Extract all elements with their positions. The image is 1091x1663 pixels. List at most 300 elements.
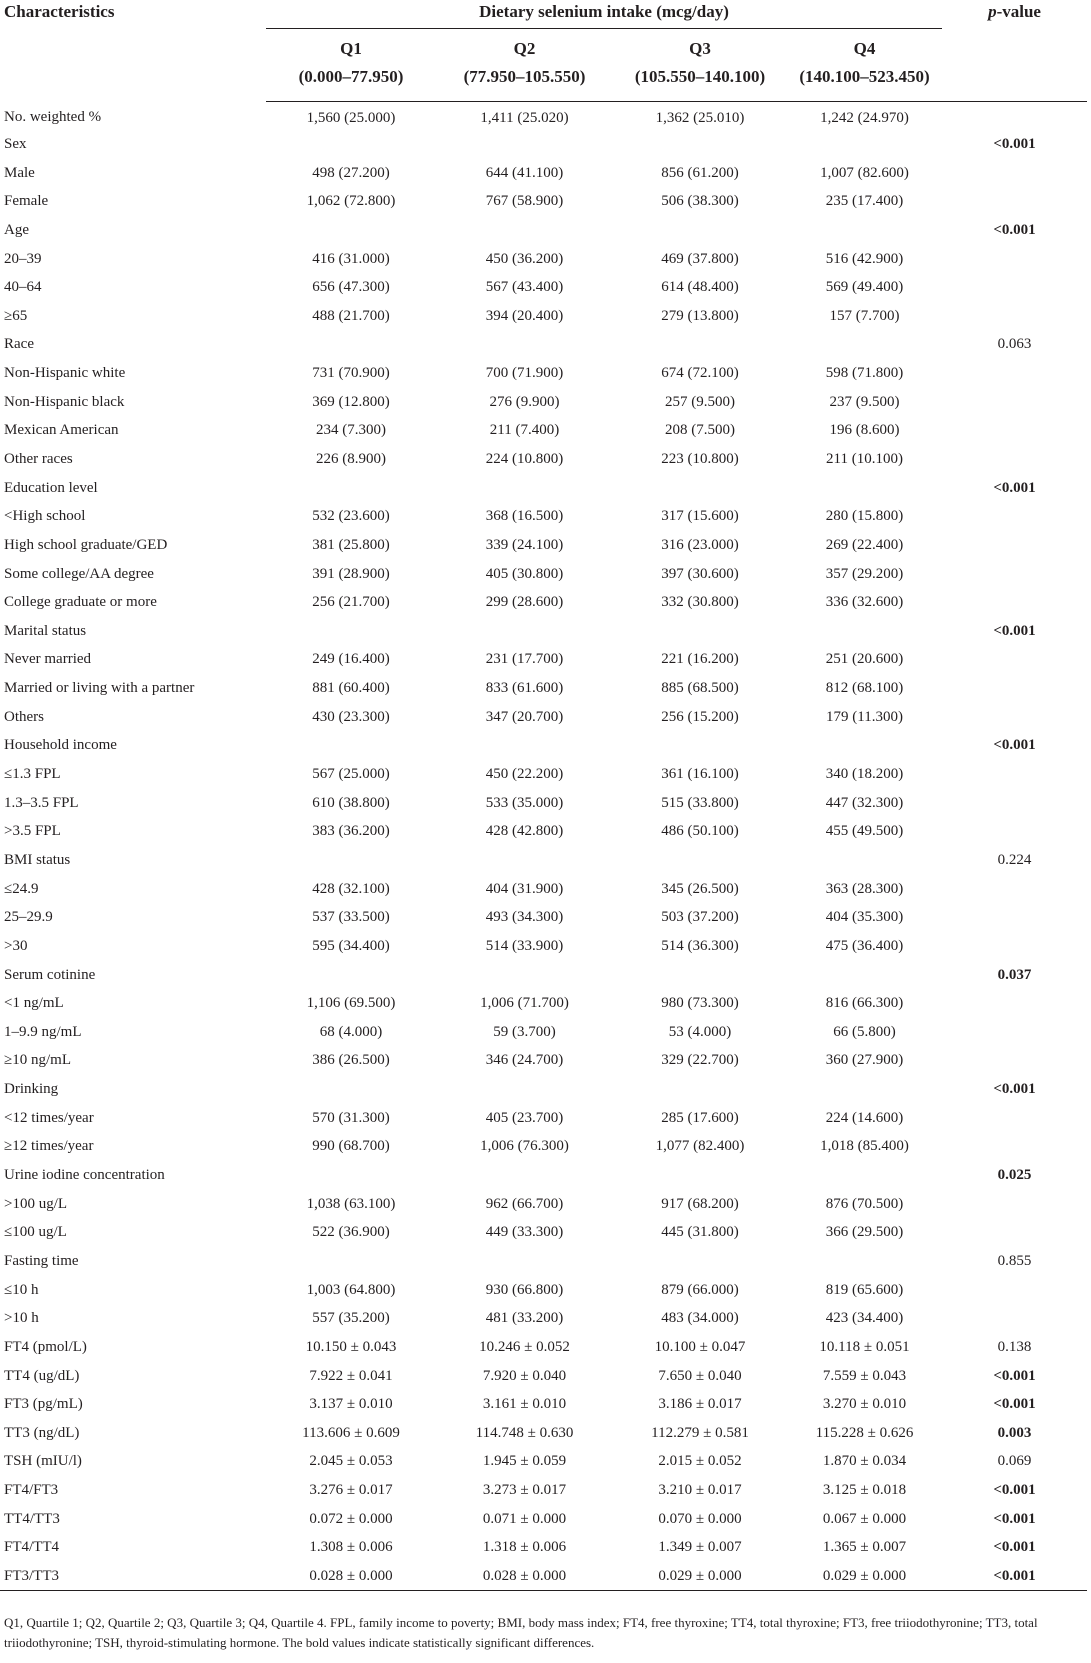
- table-row: [0, 1390, 1087, 1419]
- cell-q4: [787, 474, 942, 503]
- cell-q4: 423 (34.400): [825, 1310, 904, 1327]
- cell-q1: [266, 1161, 436, 1190]
- table-row: [0, 846, 1087, 875]
- cell-p-value: [942, 273, 1087, 302]
- table-row: [0, 789, 1087, 818]
- row-label: FT4/FT3: [4, 1482, 59, 1499]
- cell-p-value: [942, 1276, 1087, 1305]
- row-label: TT4 (ug/dL): [4, 1367, 80, 1384]
- cell-p-value: [942, 187, 1087, 216]
- cell-q4: 10.118 ± 0.051: [819, 1338, 910, 1355]
- table-row: [0, 445, 1087, 474]
- cell-q2: 7.920 ± 0.040: [482, 1367, 567, 1384]
- cell-q4: 1,018 (85.400): [820, 1138, 909, 1155]
- row-label: <High school: [4, 508, 86, 525]
- cell-q4: 569 (49.400): [825, 279, 904, 296]
- cell-p-value: <0.001: [993, 1081, 1036, 1098]
- cell-q3: 397 (30.600): [661, 565, 739, 582]
- cell-q1: 0.072 ± 0.000: [309, 1510, 393, 1527]
- cell-q4: 211 (10.100): [826, 451, 903, 467]
- cell-p-value: [942, 159, 1087, 188]
- cell-q1: 532 (23.600): [312, 508, 390, 525]
- cell-q3: 285 (17.600): [661, 1109, 739, 1126]
- cell-p-value: 0.025: [997, 1167, 1032, 1184]
- cell-q1: [266, 474, 436, 503]
- cell-q4: 196 (8.600): [829, 422, 900, 439]
- cell-q3: 515 (33.800): [661, 794, 739, 811]
- cell-q2: 299 (28.600): [485, 594, 564, 611]
- table-row: [0, 732, 1087, 761]
- cell-p-value: [942, 417, 1087, 446]
- table-row: [0, 1276, 1087, 1305]
- table-row: [0, 875, 1087, 904]
- cell-q4: [787, 130, 942, 159]
- table-row: [0, 760, 1087, 789]
- cell-p-value: <0.001: [993, 1539, 1036, 1556]
- cell-q3: 445 (31.800): [661, 1224, 739, 1241]
- header-q4: Q4 (140.100–523.450): [787, 29, 942, 102]
- header-q2: Q2 (77.950–105.550): [436, 29, 613, 102]
- cell-q3: 503 (37.200): [661, 909, 739, 926]
- cell-q1: 7.922 ± 0.041: [309, 1367, 393, 1384]
- row-label: ≤100 ug/L: [4, 1224, 67, 1241]
- table-row: [0, 502, 1087, 531]
- cell-p-value: <0.001: [993, 1367, 1036, 1384]
- cell-q1: 1,062 (72.800): [306, 193, 396, 210]
- cell-q1: 498 (27.200): [312, 164, 390, 181]
- cell-p-value: [942, 1218, 1087, 1247]
- cell-q2: 0.071 ± 0.000: [482, 1510, 567, 1527]
- row-label: 40–64: [4, 279, 42, 296]
- row-label: FT4 (pmol/L): [4, 1338, 87, 1355]
- cell-q1: 488 (21.700): [312, 307, 390, 324]
- cell-q2: 211 (7.400): [489, 422, 560, 439]
- cell-q2: 3.161 ± 0.010: [482, 1396, 567, 1413]
- cell-q1: 990 (68.700): [312, 1138, 390, 1155]
- cell-q3: 856 (61.200): [661, 164, 739, 181]
- cell-q4: 7.559 ± 0.043: [822, 1367, 907, 1384]
- row-label: FT3/TT3: [0, 1562, 266, 1591]
- row-label: FT3 (pg/mL): [4, 1396, 83, 1413]
- cell-q4: 336 (32.600): [825, 594, 904, 611]
- cell-p-value: <0.001: [942, 1562, 1087, 1591]
- cell-q1: 226 (8.900): [316, 451, 386, 467]
- cell-q4: 598 (71.800): [825, 365, 904, 382]
- cell-q3: [613, 1161, 787, 1190]
- cell-p-value: [942, 102, 1087, 131]
- table-row: [0, 1161, 1087, 1190]
- cell-q3: 7.650 ± 0.040: [658, 1367, 742, 1384]
- cell-p-value: [942, 502, 1087, 531]
- table-row: [0, 1190, 1087, 1219]
- table-row: [0, 961, 1087, 990]
- cell-q2: 962 (66.700): [485, 1195, 564, 1212]
- row-label: No. weighted %: [4, 109, 102, 126]
- cell-p-value: [942, 646, 1087, 675]
- row-label: Serum cotinine: [4, 966, 96, 983]
- cell-q3: 0.029 ± 0.000: [613, 1562, 787, 1591]
- cell-q1: 428 (32.100): [312, 880, 390, 897]
- cell-q3: 112.279 ± 0.581: [651, 1424, 749, 1441]
- row-label: ≥65: [4, 307, 28, 324]
- cell-q2: 394 (20.400): [485, 307, 564, 324]
- row-label: College graduate or more: [4, 594, 157, 611]
- cell-q4: 876 (70.500): [825, 1195, 904, 1212]
- cell-p-value: <0.001: [993, 1396, 1036, 1413]
- cell-q1: 249 (16.400): [312, 651, 390, 668]
- cell-q2: 114.748 ± 0.630: [475, 1424, 574, 1441]
- cell-q3: 980 (73.300): [661, 995, 739, 1012]
- cell-q1: 3.137 ± 0.010: [309, 1396, 393, 1413]
- cell-q1: 656 (47.300): [312, 279, 390, 296]
- table-row: [0, 102, 1087, 131]
- cell-q3: 0.070 ± 0.000: [658, 1510, 742, 1527]
- cell-q3: 674 (72.100): [661, 365, 739, 382]
- cell-q2: 449 (33.300): [485, 1224, 564, 1241]
- table-row: [0, 273, 1087, 302]
- table-row: [0, 588, 1087, 617]
- cell-q2: 1,006 (71.700): [480, 995, 569, 1012]
- cell-q4: [787, 216, 942, 245]
- cell-p-value: 0.003: [997, 1424, 1032, 1441]
- cell-q3: 256 (15.200): [661, 708, 739, 725]
- cell-p-value: [942, 875, 1087, 904]
- cell-q4: 1,242 (24.970): [820, 109, 909, 126]
- cell-p-value: [942, 531, 1087, 560]
- cell-q1: 610 (38.800): [312, 794, 390, 811]
- cell-p-value: <0.001: [993, 737, 1036, 754]
- cell-q3: 317 (15.600): [661, 508, 739, 525]
- table-row: [0, 1476, 1087, 1505]
- cell-q3: 3.186 ± 0.017: [658, 1396, 742, 1413]
- cell-q4: 269 (22.400): [825, 536, 904, 553]
- cell-q2: 405 (23.700): [485, 1109, 564, 1126]
- row-label: Non-Hispanic white: [4, 365, 126, 382]
- cell-p-value: [942, 388, 1087, 417]
- cell-q1: 256 (21.700): [312, 594, 390, 611]
- cell-q1: 416 (31.000): [312, 250, 390, 267]
- cell-q2: 533 (35.000): [485, 794, 564, 811]
- cell-q3: 1,077 (82.400): [655, 1138, 745, 1155]
- cell-q1: 595 (34.400): [312, 937, 390, 954]
- table-row: [0, 703, 1087, 732]
- header-q1: Q1 (0.000–77.950): [266, 29, 436, 102]
- row-label: Age: [4, 221, 29, 238]
- cell-q3: 221 (16.200): [661, 651, 739, 668]
- cell-q4: 516 (42.900): [825, 250, 904, 267]
- cell-q4: 1.870 ± 0.034: [822, 1453, 907, 1470]
- row-label: ≤24.9: [4, 880, 39, 897]
- row-label: TSH (mIU/l): [4, 1453, 82, 1470]
- header-p-value: [942, 0, 1087, 29]
- cell-p-value: <0.001: [993, 479, 1036, 496]
- cell-q2: 347 (20.700): [485, 708, 564, 725]
- table-row: [0, 187, 1087, 216]
- row-label: Some college/AA degree: [4, 565, 154, 582]
- cell-q4: [787, 1161, 942, 1190]
- cell-q1: 391 (28.900): [312, 565, 390, 582]
- cell-q4: 475 (36.400): [825, 937, 904, 954]
- cell-q1: 381 (25.800): [312, 536, 390, 553]
- row-label: 1.3–3.5 FPL: [4, 794, 79, 811]
- cell-q2: 1.318 ± 0.006: [482, 1539, 567, 1556]
- row-label: ≤1.3 FPL: [4, 766, 61, 783]
- cell-q4: 0.067 ± 0.000: [822, 1510, 907, 1527]
- table-row: [0, 1562, 1087, 1591]
- cell-q1: 881 (60.400): [312, 680, 390, 697]
- cell-q1: 1,038 (63.100): [306, 1195, 396, 1212]
- group-title-text: Dietary selenium intake (mcg/day): [266, 2, 942, 29]
- cell-q4: 1.365 ± 0.007: [822, 1539, 907, 1556]
- row-label: Other races: [4, 451, 73, 467]
- row-label: Household income: [4, 737, 117, 754]
- cell-q1: [266, 846, 436, 875]
- cell-q3: 469 (37.800): [661, 250, 739, 267]
- cell-q3: 506 (38.300): [661, 193, 739, 210]
- cell-q3: 53 (4.000): [668, 1023, 732, 1040]
- cell-q3: 885 (68.500): [661, 680, 739, 697]
- cell-q4: [787, 1075, 942, 1104]
- cell-q3: [613, 474, 787, 503]
- cell-q4: 66 (5.800): [833, 1023, 896, 1040]
- table-row: [0, 1104, 1087, 1133]
- cell-p-value: [942, 1104, 1087, 1133]
- cell-p-value: [942, 703, 1087, 732]
- cell-q1: 386 (26.500): [312, 1052, 390, 1069]
- row-label: Fasting time: [4, 1252, 79, 1269]
- table-row: [0, 159, 1087, 188]
- cell-p-value: 0.224: [997, 851, 1032, 868]
- cell-q1: [266, 617, 436, 646]
- header-q3: Q3 (105.550–140.100): [613, 29, 787, 102]
- cell-q2: 428 (42.800): [485, 823, 564, 840]
- cell-q3: 257 (9.500): [665, 393, 735, 410]
- cell-q4: 235 (17.400): [825, 193, 904, 210]
- table-row: [0, 1534, 1087, 1563]
- table-row: [0, 331, 1087, 360]
- cell-p-value: [942, 359, 1087, 388]
- cell-q1: 1,560 (25.000): [306, 109, 396, 126]
- cell-q4: [787, 961, 942, 990]
- cell-q4: [787, 1247, 942, 1276]
- cell-q3: [613, 331, 787, 360]
- table-row: [0, 646, 1087, 675]
- cell-q2: 493 (34.300): [485, 909, 564, 926]
- cell-q4: 455 (49.500): [825, 823, 904, 840]
- cell-q2: 514 (33.900): [485, 937, 564, 954]
- row-label: Others: [4, 708, 44, 725]
- cell-q2: [436, 846, 613, 875]
- cell-q3: 486 (50.100): [661, 823, 739, 840]
- cell-q2: 1,006 (76.300): [480, 1138, 569, 1155]
- row-label: >30: [4, 937, 28, 954]
- cell-q3: 329 (22.700): [661, 1052, 739, 1069]
- cell-q2: [436, 961, 613, 990]
- cell-q2: 276 (9.900): [489, 393, 560, 410]
- cell-q4: 179 (11.300): [826, 708, 903, 725]
- cell-q3: [613, 1075, 787, 1104]
- cell-q2: 833 (61.600): [485, 680, 564, 697]
- p-rest: -value: [996, 2, 1041, 21]
- cell-q2: 567 (43.400): [485, 279, 564, 296]
- cell-q2: [436, 1247, 613, 1276]
- cell-q1: [266, 1247, 436, 1276]
- cell-q1: 68 (4.000): [319, 1023, 383, 1040]
- cell-q1: 1,106 (69.500): [306, 995, 396, 1012]
- cell-q4: 340 (18.200): [825, 766, 904, 783]
- row-label: Non-Hispanic black: [4, 393, 125, 410]
- p-italic: p: [988, 2, 997, 21]
- cell-q2: 644 (41.100): [485, 164, 564, 181]
- cell-p-value: [942, 818, 1087, 847]
- cell-q2: [436, 617, 613, 646]
- cell-q2: 1.945 ± 0.059: [482, 1453, 567, 1470]
- table-row: [0, 1133, 1087, 1162]
- row-label: Mexican American: [4, 422, 119, 439]
- cell-q3: [613, 961, 787, 990]
- cell-q3: 332 (30.800): [661, 594, 739, 611]
- cell-p-value: [942, 674, 1087, 703]
- cell-q4: 357 (29.200): [825, 565, 904, 582]
- cell-q3: 3.210 ± 0.017: [658, 1482, 742, 1499]
- cell-q3: [613, 617, 787, 646]
- cell-q2: 404 (31.900): [485, 880, 564, 897]
- cell-q1: 113.606 ± 0.609: [302, 1424, 400, 1441]
- cell-q1: [266, 1075, 436, 1104]
- table-row: [0, 1448, 1087, 1477]
- cell-q2: [436, 1161, 613, 1190]
- cell-q1: [266, 961, 436, 990]
- table-row: [0, 1218, 1087, 1247]
- cell-q1: 430 (23.300): [312, 708, 390, 725]
- table-footnote: Q1, Quartile 1; Q2, Quartile 2; Q3, Quartile 3; Q4, Quartile 4. FPL, family income to poverty; BMI, body mass index; FT4, free thyroxine; TT4, total thyroxine; FT3, free triiodothyronine; TT3, total triiodothyronine; TSH, thyroid-stimulating hormone. The bold values indicate statistically significant differences.: [4, 1615, 1038, 1650]
- cell-p-value: [942, 760, 1087, 789]
- cell-q1: 1,003 (64.800): [306, 1281, 396, 1298]
- cell-q4: 816 (66.300): [825, 995, 904, 1012]
- cell-p-value: 0.063: [997, 336, 1032, 353]
- cell-q1: 567 (25.000): [312, 766, 390, 783]
- table-row: [0, 903, 1087, 932]
- table-row: [0, 1419, 1087, 1448]
- table-row: [0, 245, 1087, 274]
- row-label: Race: [4, 336, 34, 353]
- cell-q3: 917 (68.200): [661, 1195, 739, 1212]
- row-label: High school graduate/GED: [4, 536, 168, 553]
- cell-q2: 3.273 ± 0.017: [482, 1482, 567, 1499]
- cell-p-value: [942, 245, 1087, 274]
- cell-q1: 234 (7.300): [316, 422, 386, 439]
- cell-p-value: <0.001: [993, 221, 1036, 238]
- cell-q1: 1.308 ± 0.006: [309, 1539, 393, 1556]
- cell-q4: 251 (20.600): [825, 651, 904, 668]
- row-label: Sex: [4, 135, 27, 152]
- cell-q3: [613, 732, 787, 761]
- cell-p-value: 0.138: [997, 1338, 1032, 1355]
- cell-q1: 537 (33.500): [312, 909, 390, 926]
- cell-q4: 366 (29.500): [825, 1224, 904, 1241]
- cell-q4: 360 (27.900): [825, 1052, 904, 1069]
- cell-q1: [266, 732, 436, 761]
- row-label: <12 times/year: [4, 1109, 94, 1126]
- row-label: BMI status: [4, 851, 71, 868]
- cell-q2: [436, 130, 613, 159]
- cell-p-value: [942, 989, 1087, 1018]
- table-row: [0, 560, 1087, 589]
- cell-q3: [613, 216, 787, 245]
- row-label: >3.5 FPL: [4, 823, 61, 840]
- row-label: TT3 (ng/dL): [4, 1424, 80, 1441]
- cell-p-value: 0.855: [997, 1252, 1032, 1269]
- cell-q4: 3.270 ± 0.010: [822, 1396, 907, 1413]
- cell-q3: [613, 130, 787, 159]
- row-label: Female: [4, 193, 49, 210]
- cell-q3: 345 (26.500): [661, 880, 739, 897]
- row-label: Male: [4, 164, 35, 181]
- cell-q3: 483 (34.000): [661, 1310, 739, 1327]
- table-row: [0, 1362, 1087, 1391]
- cell-q4: 280 (15.800): [825, 508, 904, 525]
- cell-p-value: [942, 1018, 1087, 1047]
- cell-q4: 819 (65.600): [825, 1281, 904, 1298]
- cell-q4: [787, 331, 942, 360]
- cell-p-value: <0.001: [993, 1510, 1036, 1527]
- cell-q2: 700 (71.900): [485, 365, 564, 382]
- table-row: [0, 417, 1087, 446]
- table-row: [0, 1047, 1087, 1076]
- cell-q1: 522 (36.900): [312, 1224, 390, 1241]
- cell-q2: 767 (58.900): [485, 193, 564, 210]
- cell-q1: 383 (36.200): [312, 823, 390, 840]
- cell-q3: 223 (10.800): [661, 451, 739, 467]
- row-label: Married or living with a partner: [4, 680, 195, 697]
- cell-q2: [436, 1075, 613, 1104]
- cell-q3: [613, 846, 787, 875]
- cell-p-value: [942, 560, 1087, 589]
- table-row: [0, 302, 1087, 331]
- cell-q2: 59 (3.700): [493, 1023, 556, 1040]
- cell-p-value: <0.001: [993, 135, 1036, 152]
- cell-q3: 514 (36.300): [661, 937, 739, 954]
- cell-q3: 614 (48.400): [661, 279, 739, 296]
- header-p-spacer: [942, 29, 1087, 102]
- table-row: [0, 1018, 1087, 1047]
- row-label: 20–39: [4, 250, 42, 267]
- row-label: FT4/TT4: [4, 1539, 59, 1556]
- cell-q1: [266, 130, 436, 159]
- row-label: Never married: [4, 651, 92, 668]
- table-row: [0, 388, 1087, 417]
- table-row: [0, 1505, 1087, 1534]
- cell-q4: 224 (14.600): [825, 1109, 904, 1126]
- cell-q3: 1.349 ± 0.007: [658, 1539, 742, 1556]
- cell-p-value: [942, 903, 1087, 932]
- cell-q4: 0.029 ± 0.000: [787, 1562, 942, 1591]
- cell-q1: [266, 216, 436, 245]
- cell-p-value: [942, 445, 1087, 474]
- cell-p-value: 0.069: [997, 1453, 1032, 1470]
- cell-q2: [436, 216, 613, 245]
- cell-q4: [787, 846, 942, 875]
- cell-q4: 404 (35.300): [825, 909, 904, 926]
- cell-p-value: [942, 1304, 1087, 1333]
- cell-q1: 0.028 ± 0.000: [266, 1562, 436, 1591]
- cell-q3: 879 (66.000): [661, 1281, 739, 1298]
- table-row: [0, 617, 1087, 646]
- table-row: [0, 1304, 1087, 1333]
- row-label: Urine iodine concentration: [4, 1167, 165, 1184]
- cell-p-value: [942, 588, 1087, 617]
- cell-q2: 0.028 ± 0.000: [436, 1562, 613, 1591]
